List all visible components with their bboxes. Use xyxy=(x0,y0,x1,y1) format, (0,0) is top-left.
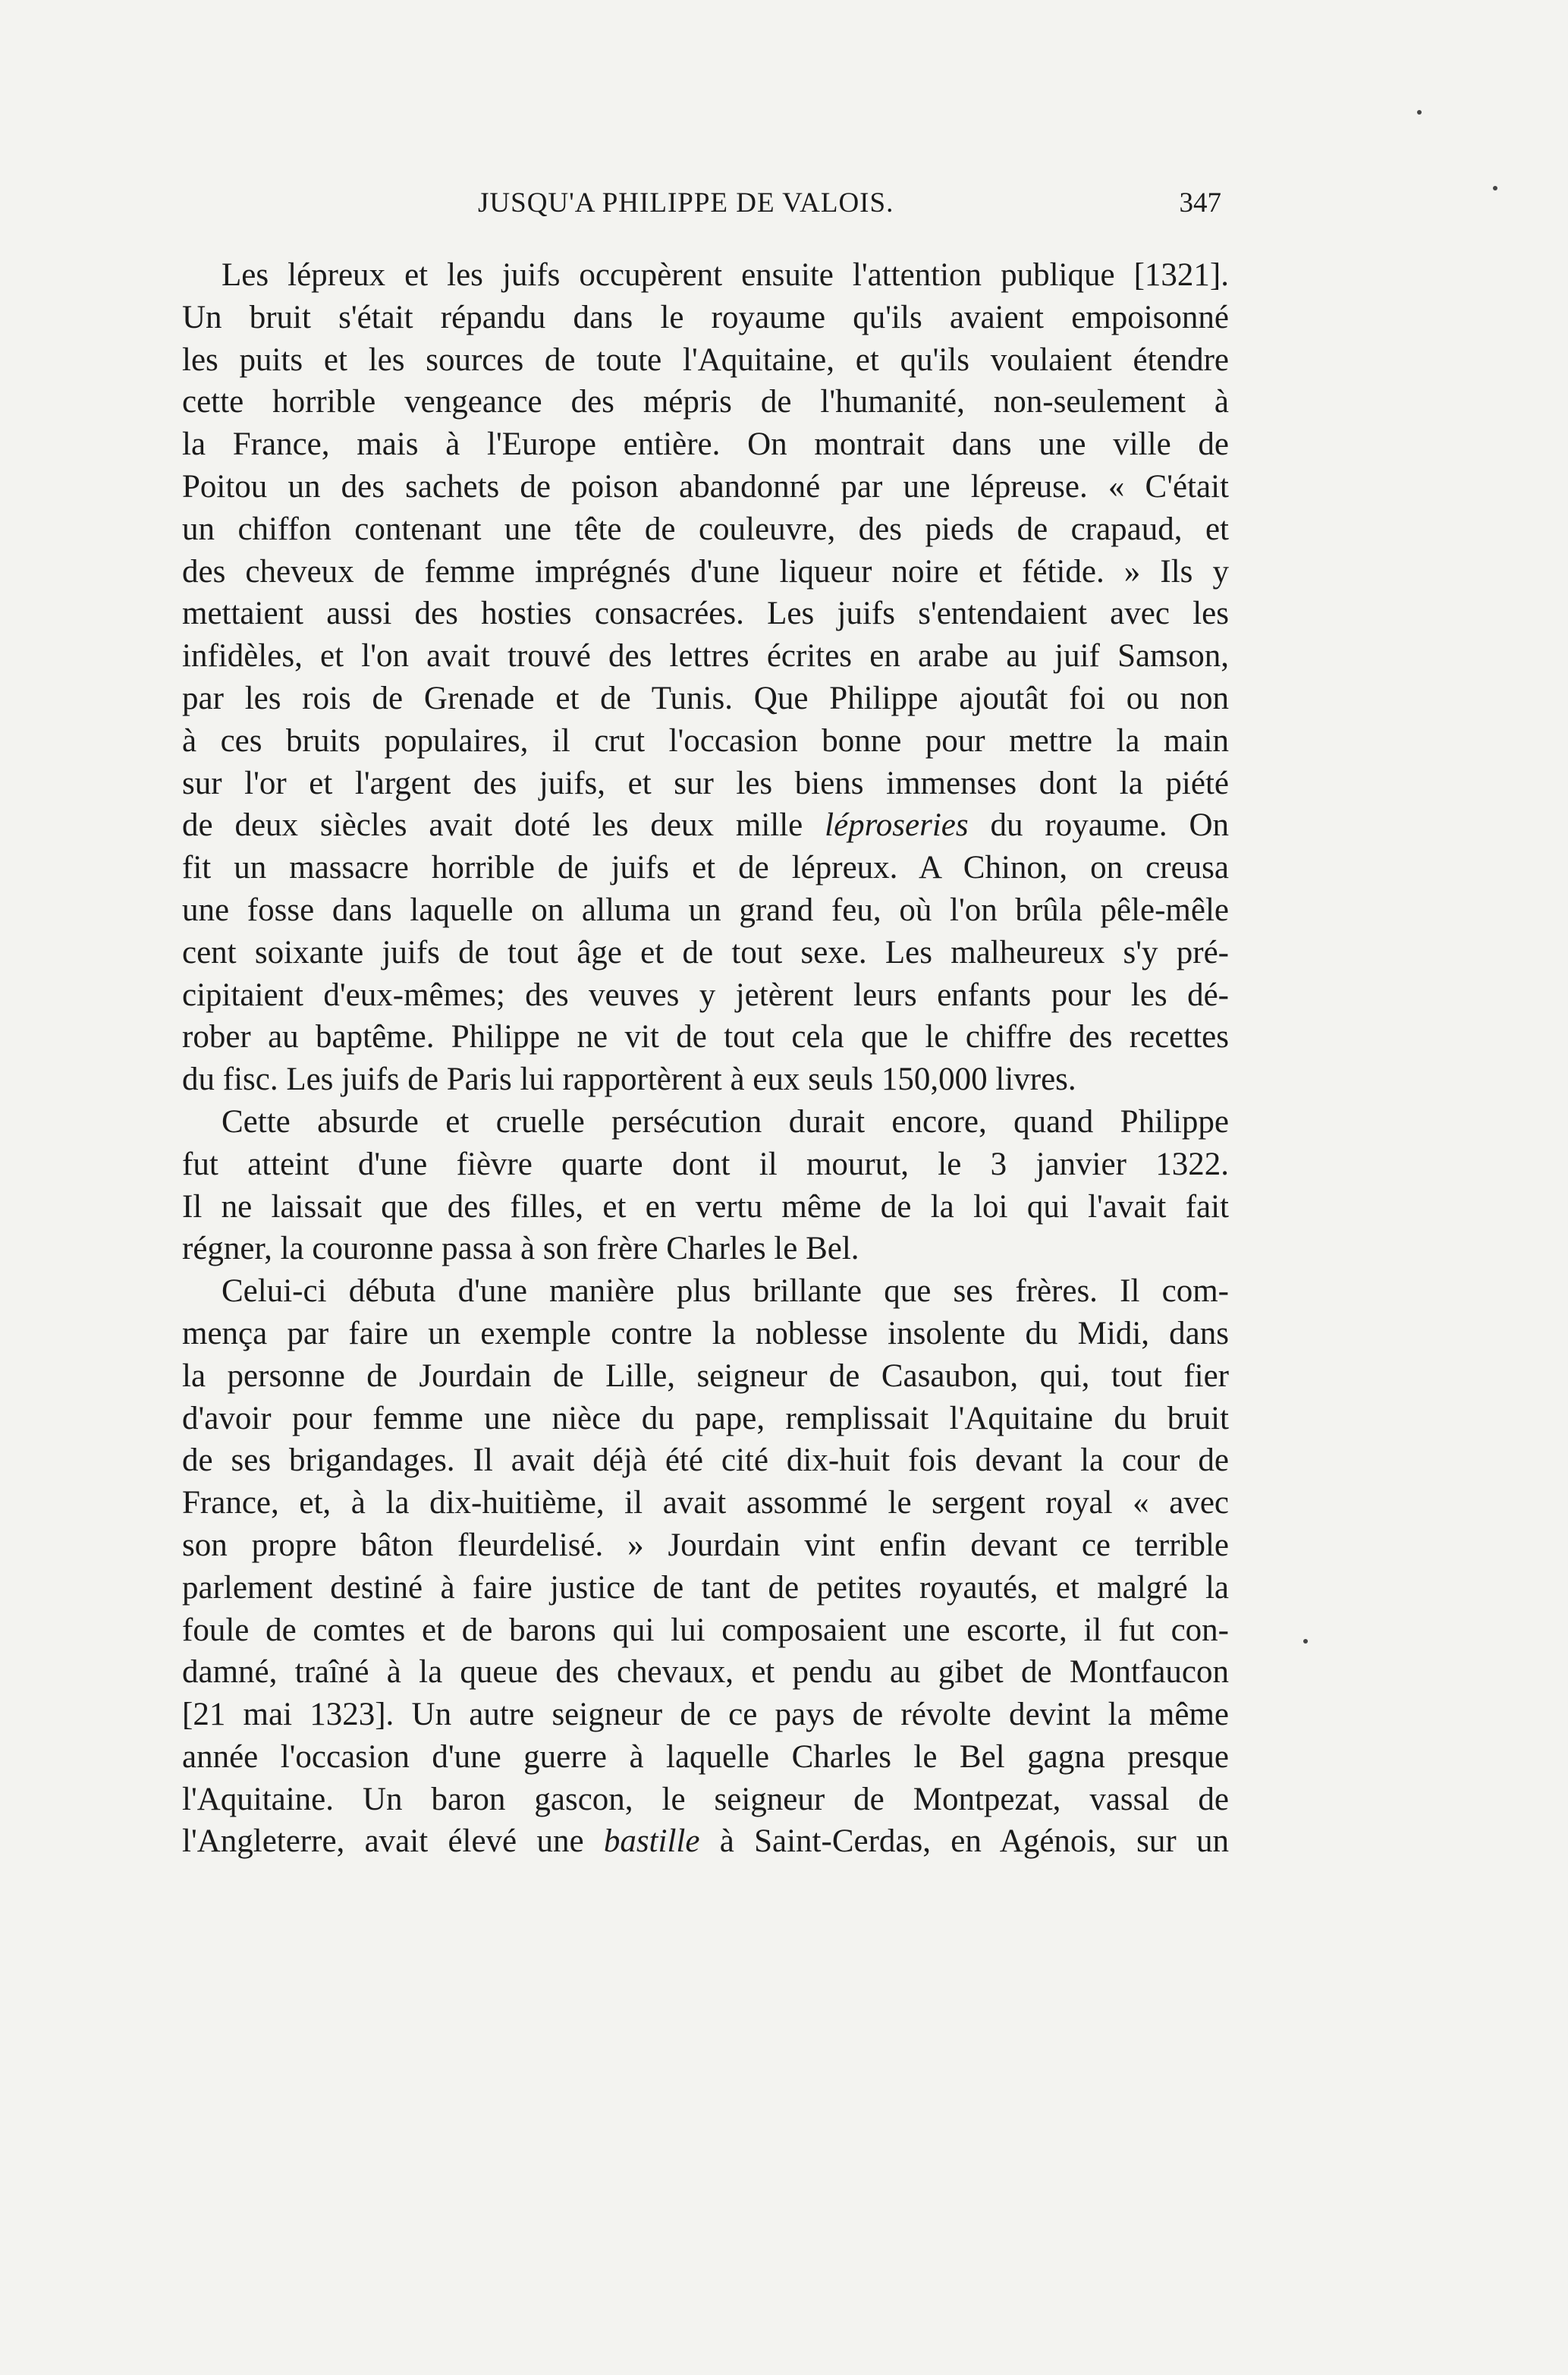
page-number: 347 xyxy=(1179,187,1221,219)
text-segment: de deux siècles avait doté les deux mille xyxy=(182,807,825,844)
italic-term: bastille xyxy=(603,1823,700,1860)
text-line: les puits et les sources de toute l'Aquitaine, et qu'ils voulaient étendre xyxy=(182,341,1229,378)
text-line: damné, traîné à la queue des chevaux, et pendu au gibet de Montfaucon xyxy=(182,1654,1229,1691)
text-line: d'avoir pour femme une nièce du pape, remplissait l'Aquitaine du bruit xyxy=(182,1400,1229,1436)
text-line: Celui-ci débuta d'une manière plus brillante que ses frères. Il com- xyxy=(222,1273,1229,1310)
text-line-with-italic xyxy=(182,1820,1229,1863)
text-line: à ces bruits populaires, il crut l'occasion bonne pour mettre la main xyxy=(182,722,1229,759)
paper-speck xyxy=(1303,1639,1308,1644)
text-line: mettaient aussi des hosties consacrées. Les juifs s'entendaient avec les xyxy=(182,596,1229,632)
text-line: cipitaient d'eux-mêmes; des veuves y jetèrent leurs enfants pour les dé- xyxy=(182,977,1229,1013)
text-line: l'Aquitaine. Un baron gascon, le seigneur de Montpezat, vassal de xyxy=(182,1781,1229,1817)
text-line: Les lépreux et les juifs occupèrent ensuite l'attention publique [1321]. xyxy=(222,257,1229,293)
text-line: Poitou un des sachets de poison abandonné par une lépreuse. « C'était xyxy=(182,468,1229,505)
text-line: des cheveux de femme imprégnés d'une liqueur noire et fétide. » Ils y xyxy=(182,553,1229,590)
text-line: France, et, à la dix-huitième, il avait assommé le sergent royal « avec xyxy=(182,1485,1229,1521)
text-line: de ses brigandages. Il avait déjà été cité dix-huit fois devant la cour de xyxy=(182,1442,1229,1479)
text-line: année l'occasion d'une guerre à laquelle Charles le Bel gagna presque xyxy=(182,1738,1229,1775)
text-segment: du royaume. On xyxy=(968,807,1229,844)
paper-speck xyxy=(1417,110,1422,115)
text-line: foule de comtes et de barons qui lui composaient une escorte, il fut con- xyxy=(182,1612,1229,1648)
body-text xyxy=(182,254,1229,1863)
text-segment: l'Angleterre, avait élevé une xyxy=(182,1823,604,1860)
text-line: cent soixante juifs de tout âge et de tout sexe. Les malheureux s'y pré- xyxy=(182,934,1229,970)
text-line: Un bruit s'était répandu dans le royaume qu'ils avaient empoisonné xyxy=(182,299,1229,335)
text-line: régner, la couronne passa à son frère Charles le Bel. xyxy=(182,1231,859,1267)
text-line: la personne de Jourdain de Lille, seigneur de Casaubon, qui, tout fier xyxy=(182,1357,1229,1394)
text-line: rober au baptême. Philippe ne vit de tout cela que le chiffre des recettes xyxy=(182,1019,1229,1055)
text-line: infidèles, et l'on avait trouvé des lettres écrites en arabe au juif Samson, xyxy=(182,638,1229,675)
text-line: Cette absurde et cruelle persécution durait encore, quand Philippe xyxy=(222,1103,1229,1140)
text-line: un chiffon contenant une tête de couleuvre, des pieds de crapaud, et xyxy=(182,511,1229,547)
text-line: mença par faire un exemple contre la noblesse insolente du Midi, dans xyxy=(182,1315,1229,1351)
text-line: la France, mais à l'Europe entière. On montrait dans une ville de xyxy=(182,426,1229,463)
text-line: [21 mai 1323]. Un autre seigneur de ce pays de révolte devint la même xyxy=(182,1697,1229,1733)
text-line-with-italic xyxy=(182,804,1229,847)
running-header xyxy=(182,187,1229,225)
running-title: JUSQU'A PHILIPPE DE VALOIS. xyxy=(478,187,894,219)
text-line: cette horrible vengeance des mépris de l'humanité, non-seulement à xyxy=(182,384,1229,420)
italic-term: léproseries xyxy=(825,807,969,844)
text-line: Il ne laissait que des filles, et en vertu même de la loi qui l'avait fait xyxy=(182,1188,1229,1225)
text-line: une fosse dans laquelle on alluma un grand feu, où l'on brûla pêle-mêle xyxy=(182,892,1229,928)
text-line: fut atteint d'une fièvre quarte dont il mourut, le 3 janvier 1322. xyxy=(182,1146,1229,1182)
text-line: parlement destiné à faire justice de tant de petites royautés, et malgré la xyxy=(182,1569,1229,1606)
text-line: du fisc. Les juifs de Paris lui rapportèrent à eux seuls 150,000 livres. xyxy=(182,1062,1076,1098)
text-line: son propre bâton fleurdelisé. » Jourdain vint enfin devant ce terrible xyxy=(182,1527,1229,1563)
text-line: fit un massacre horrible de juifs et de lépreux. A Chinon, on creusa xyxy=(182,850,1229,886)
text-segment: à Saint-Cerdas, en Agénois, sur un xyxy=(699,1823,1229,1860)
text-line: par les rois de Grenade et de Tunis. Que Philippe ajoutât foi ou non xyxy=(182,680,1229,716)
paper-speck xyxy=(1493,186,1497,190)
text-line: sur l'or et l'argent des juifs, et sur les biens immenses dont la piété xyxy=(182,765,1229,801)
